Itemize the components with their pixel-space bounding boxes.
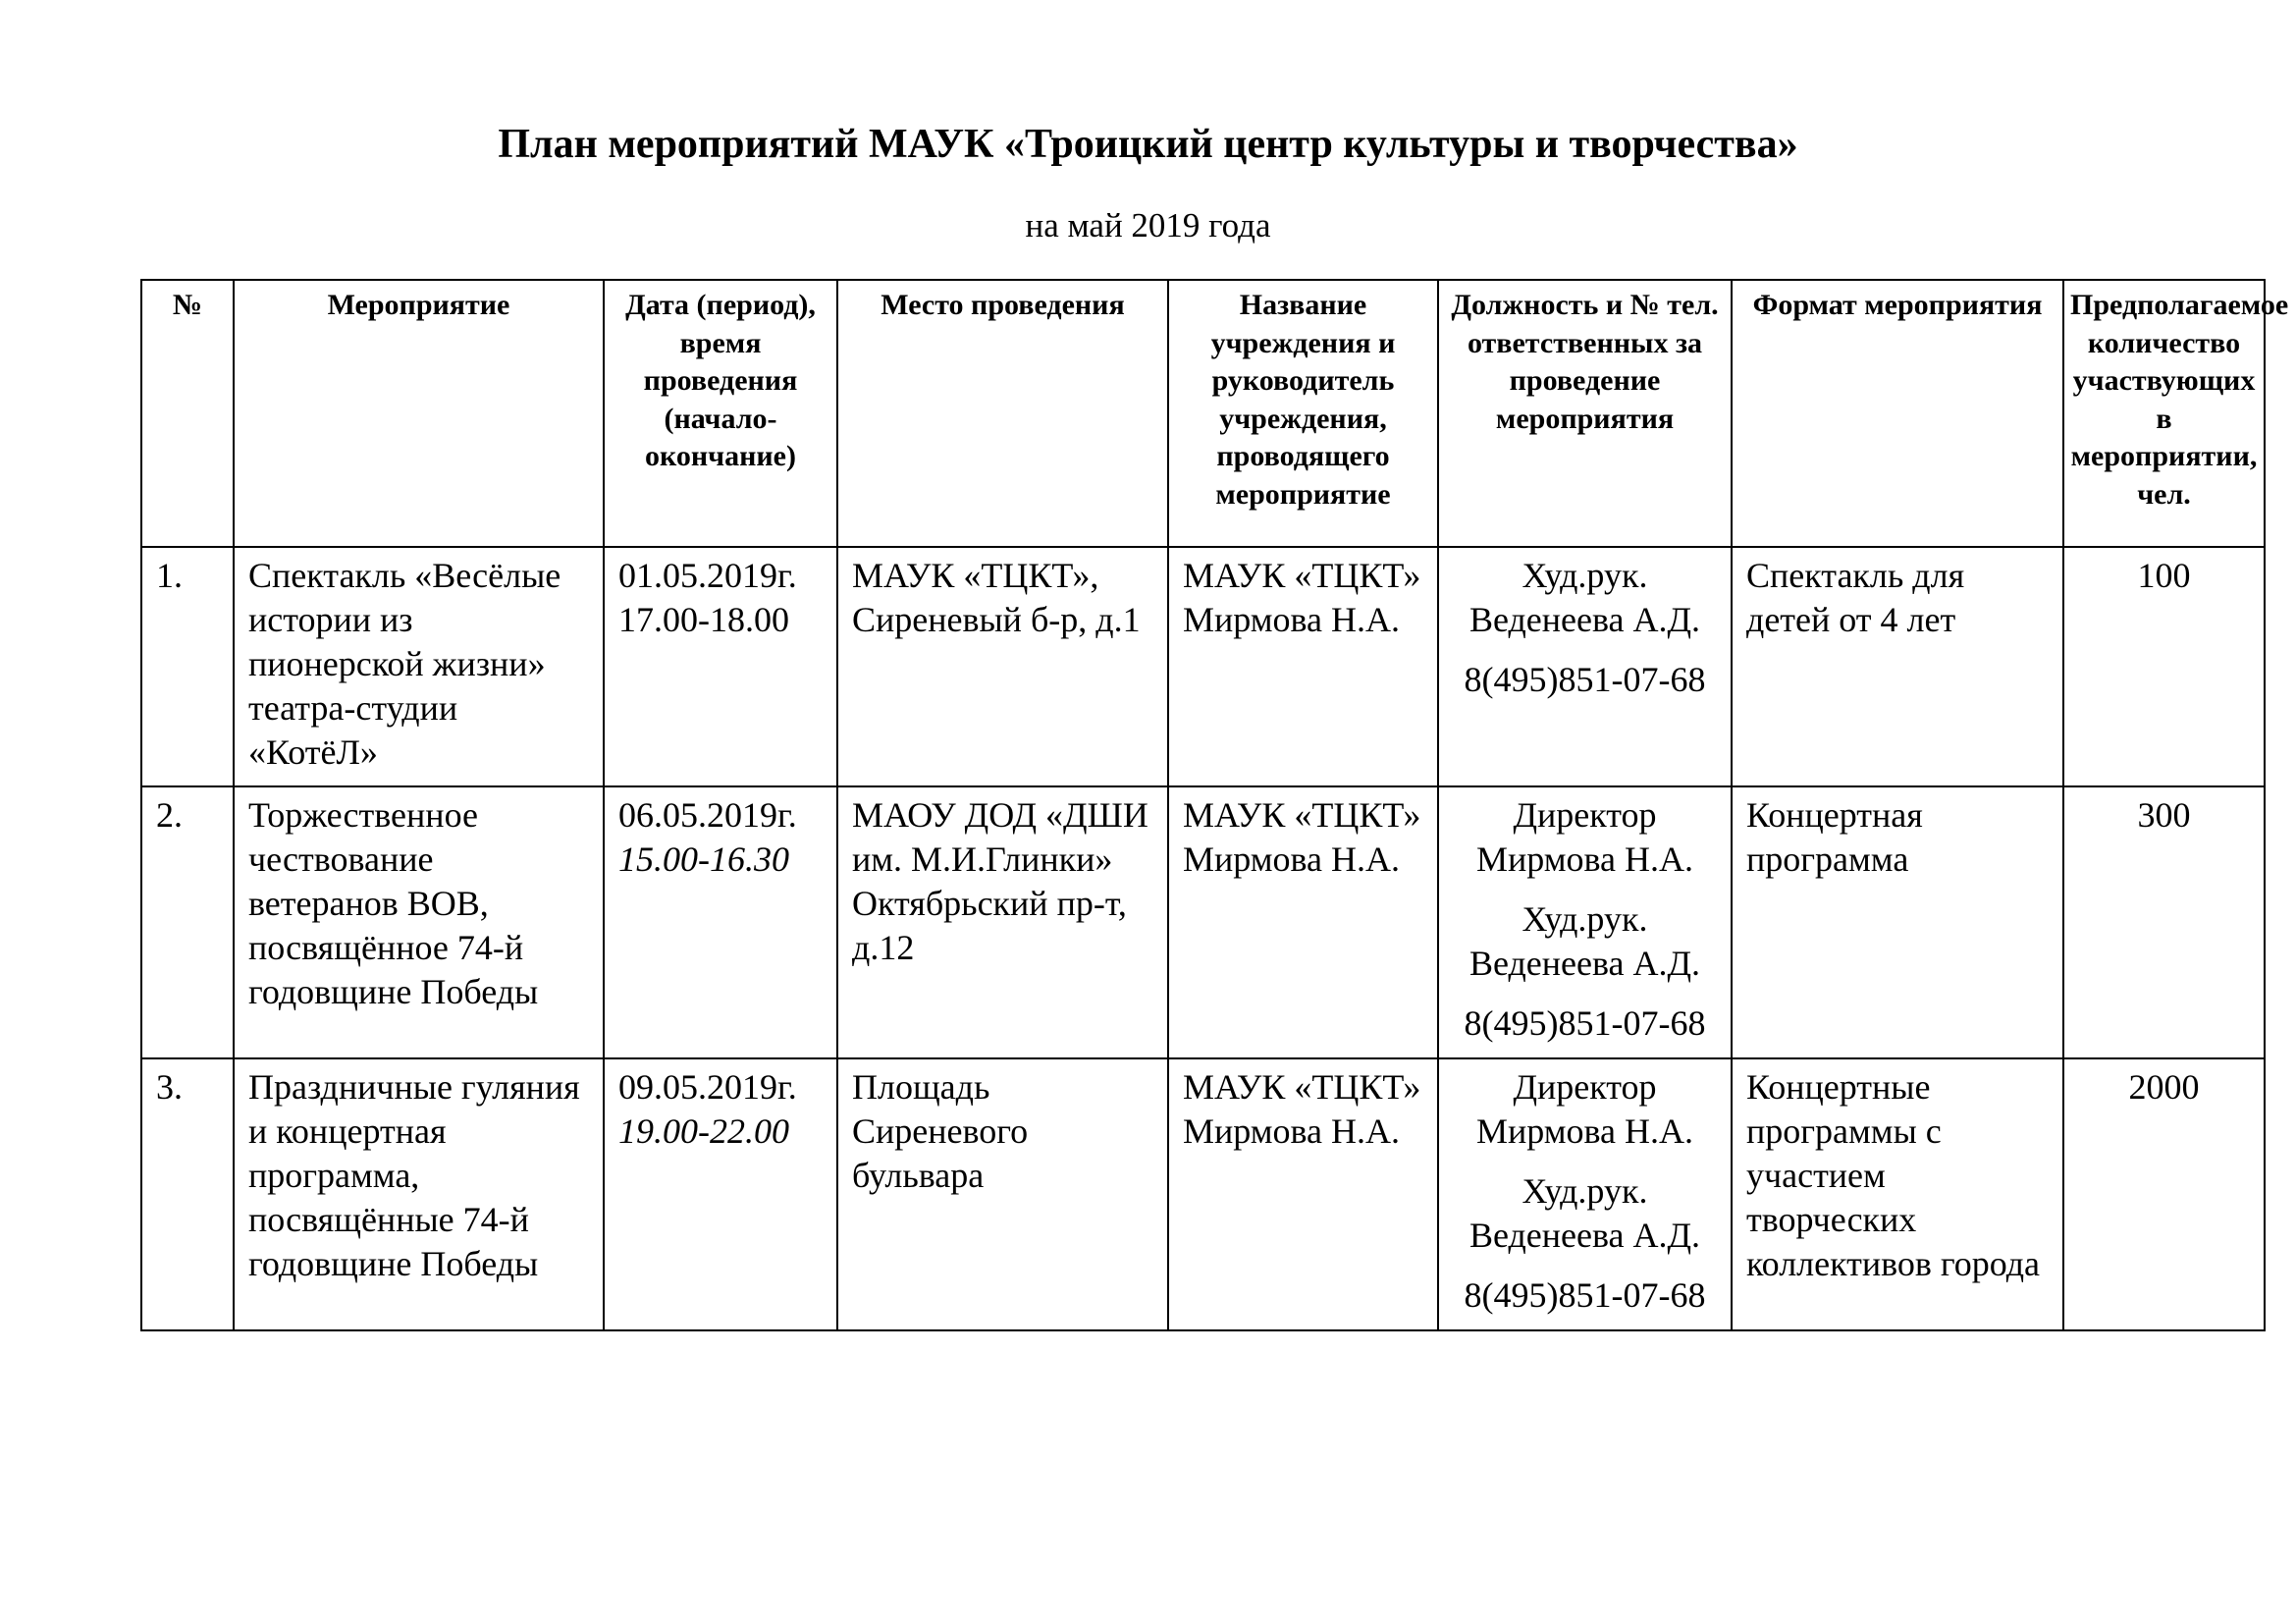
row-phone: 8(495)851-07-68 (1464, 660, 1706, 699)
header-event: Мероприятие (234, 280, 604, 547)
row-format: Концертная программа (1732, 786, 2063, 1058)
document-subtitle: на май 2019 года (1025, 206, 1271, 244)
table-row (141, 786, 2265, 1058)
row-org: МАУК «ТЦКТ» Мирмова Н.А. (1168, 547, 1438, 786)
row-contact-1: Директор Мирмова Н.А. (1475, 1067, 1693, 1151)
document-title: План мероприятий МАУК «Троицкий центр культуры и творчества» (498, 122, 1798, 167)
row-time-value: 15.00-16.30 (618, 839, 789, 879)
row-org: МАУК «ТЦКТ» Мирмова Н.А. (1168, 786, 1438, 1058)
row-count: 100 (2063, 547, 2265, 786)
row-event: Спектакль «Весёлые истории из пионерской жизни» театра-студии «КотёЛ» (234, 547, 604, 786)
header-count: Предполагаемое количество участвующих в мероприятии, чел. (2063, 280, 2265, 547)
row-contact-2: Худ.рук. Веденеева А.Д. (1468, 899, 1701, 983)
header-contact: Должность и № тел. ответственных за проведение мероприятия (1438, 280, 1732, 547)
row-place: Площадь Сиреневого бульвара (837, 1058, 1168, 1330)
table-header-row (141, 280, 2265, 547)
row-place: МАОУ ДОД «ДШИ им. М.И.Глинки» Октябрьский пр-т, д.12 (837, 786, 1168, 1058)
row-contact (1438, 1058, 1732, 1330)
row-date (604, 547, 837, 786)
row-date-value: 06.05.2019г. (618, 795, 797, 835)
row-contact-1: Худ.рук. Веденеева А.Д. (1468, 556, 1701, 639)
events-table (140, 279, 2289, 1331)
row-contact (1438, 786, 1732, 1058)
row-event: Праздничные гуляния и концертная программа, посвящённые 74-й годовщине Победы (234, 1058, 604, 1330)
header-format: Формат мероприятия (1732, 280, 2063, 547)
header-date: Дата (период), время проведения (начало-окончание) (604, 280, 837, 547)
row-date (604, 1058, 837, 1330)
row-num: 3. (141, 1058, 234, 1330)
row-time-value: 17.00-18.00 (618, 600, 789, 639)
header-place: Место проведения (837, 280, 1168, 547)
row-org: МАУК «ТЦКТ» Мирмова Н.А. (1168, 1058, 1438, 1330)
row-event: Торжественное чествование ветеранов ВОВ, посвящённое 74-й годовщине Победы (234, 786, 604, 1058)
row-num: 1. (141, 547, 234, 786)
row-contact-1: Директор Мирмова Н.А. (1475, 795, 1693, 879)
row-count: 2000 (2063, 1058, 2265, 1330)
table-row (141, 547, 2265, 786)
table-row (141, 1058, 2265, 1330)
row-phone: 8(495)851-07-68 (1464, 1275, 1706, 1315)
row-time-value: 19.00-22.00 (618, 1111, 789, 1151)
row-format: Концертные программы с участием творческих коллективов города (1732, 1058, 2063, 1330)
row-contact-2: Худ.рук. Веденеева А.Д. (1468, 1171, 1701, 1255)
row-phone: 8(495)851-07-68 (1464, 1003, 1706, 1043)
row-format: Спектакль для детей от 4 лет (1732, 547, 2063, 786)
row-num: 2. (141, 786, 234, 1058)
header-num: № (141, 280, 234, 547)
row-contact (1438, 547, 1732, 786)
row-count: 300 (2063, 786, 2265, 1058)
row-date-value: 01.05.2019г. (618, 556, 797, 595)
header-org: Название учреждения и руководитель учреждения, проводящего мероприятие (1168, 280, 1438, 547)
row-date (604, 786, 837, 1058)
row-date-value: 09.05.2019г. (618, 1067, 797, 1107)
row-place: МАУК «ТЦКТ», Сиреневый б-р, д.1 (837, 547, 1168, 786)
